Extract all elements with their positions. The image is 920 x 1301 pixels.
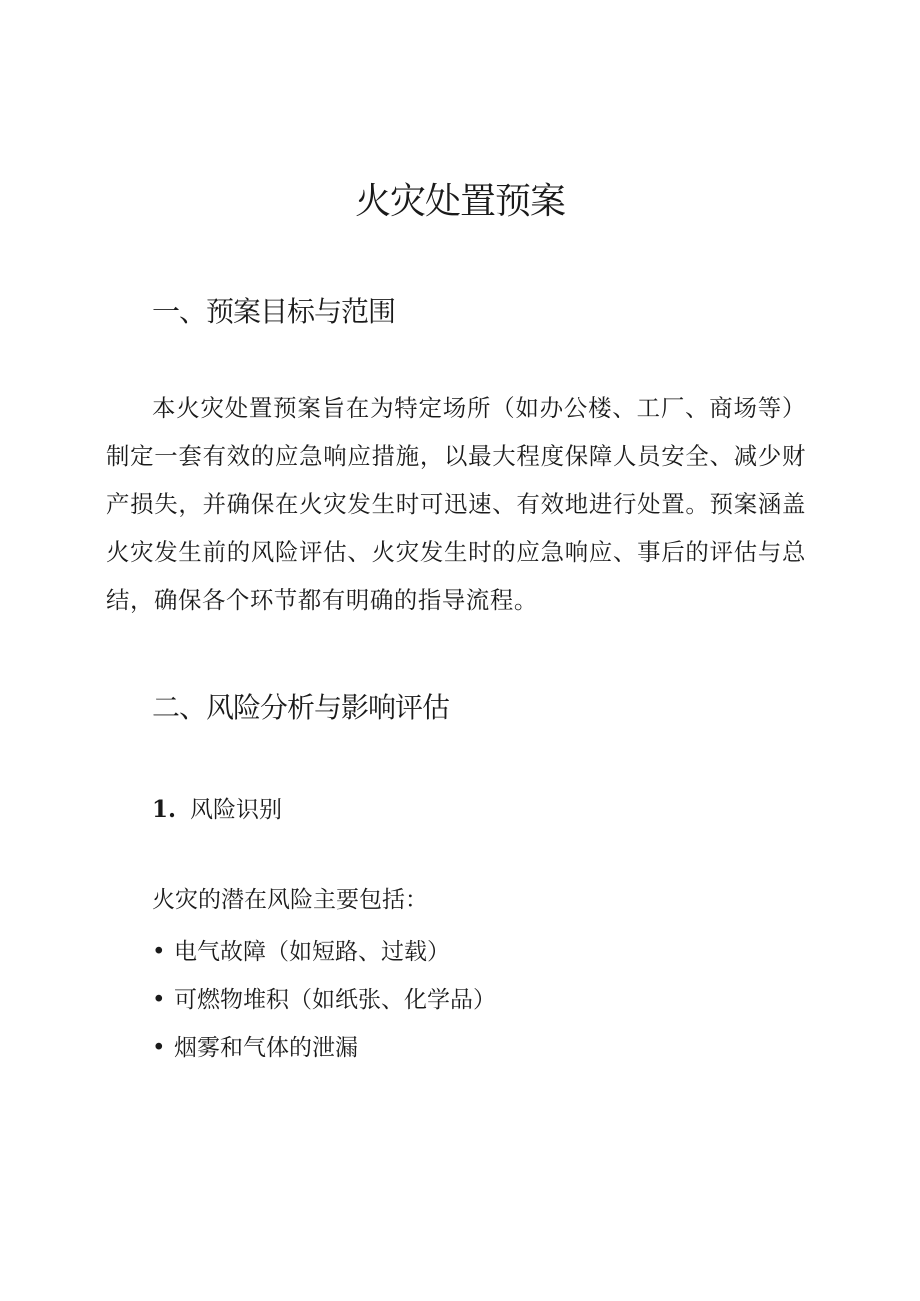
list-item-text: 烟雾和气体的泄漏 [174, 1035, 358, 1061]
section-2-heading: 二、风险分析与影响评估 [152, 691, 450, 724]
list-item [152, 976, 496, 1024]
list-item [152, 1024, 496, 1072]
list-item [152, 928, 496, 976]
list-item-text: 可燃物堆积（如纸张、化学品） [174, 987, 496, 1013]
section-1-paragraph: 本火灾处置预案旨在为特定场所（如办公楼、工厂、商场等）制定一套有效的应急响应措施，以最大程度保障人员安全、减少财产损失，并确保在火灾发生时可迅速、有效地进行处置。预案涵盖火灾发生前的风险评估、火灾发生时的应急响应、事后的评估与总结，确保各个环节都有明确的指导流程。 [106, 394, 806, 614]
subsection-1-heading [152, 790, 282, 830]
risk-intro: 火灾的潜在风险主要包括： [152, 887, 428, 913]
bullet-icon: • [152, 1035, 166, 1061]
bullet-icon: • [152, 987, 166, 1013]
subsection-1-number: 1. [152, 796, 177, 823]
risk-list [152, 928, 496, 1072]
document-title: 火灾处置预案 [354, 181, 565, 222]
bullet-icon: • [152, 939, 166, 965]
list-item-text: 电气故障（如短路、过载） [174, 939, 450, 965]
section-1-heading: 一、预案目标与范围 [152, 295, 396, 328]
subsection-1-title: 风险识别 [190, 797, 283, 823]
